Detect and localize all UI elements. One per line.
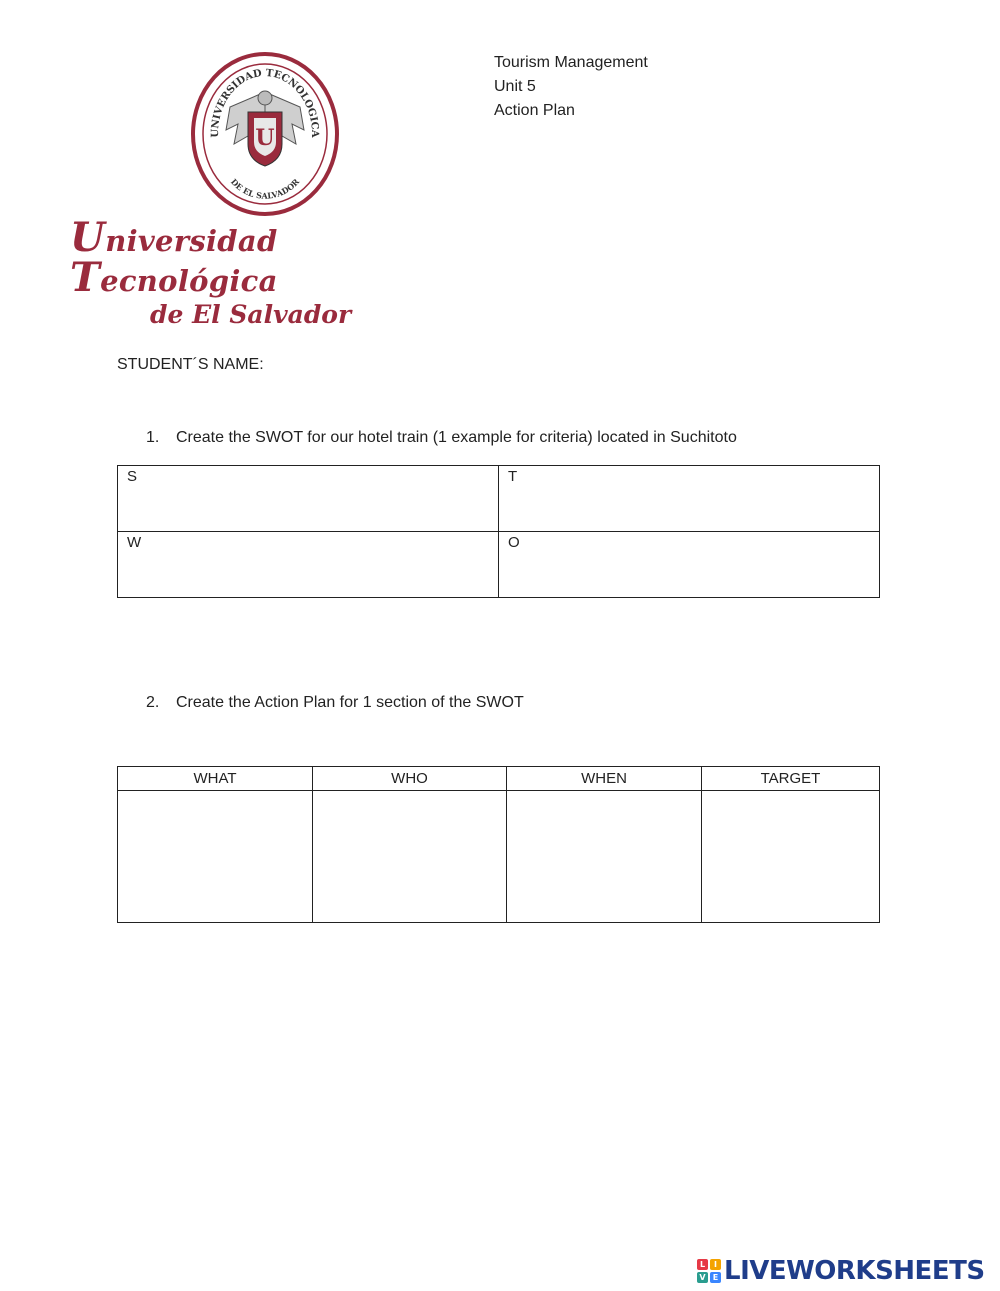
swot-cell-threats[interactable]: T [499, 466, 880, 532]
action-plan-header-row [118, 767, 880, 791]
document-header [494, 51, 648, 123]
university-name-logo [70, 214, 470, 329]
student-name-label: STUDENT´S NAME: [117, 356, 264, 373]
action-plan-row [118, 791, 880, 923]
university-name-line2: de El Salvador [150, 300, 352, 329]
header-when: WHEN [507, 767, 702, 791]
university-name-line1: Universidad Tecnológica [70, 214, 278, 301]
swot-table [117, 465, 880, 598]
svg-text:U: U [255, 125, 275, 151]
cell-who[interactable] [313, 791, 507, 923]
question-2 [146, 694, 524, 712]
liveworksheets-logo-icon [697, 1259, 721, 1283]
unit-label: Unit 5 [494, 78, 536, 95]
liveworksheets-text: LIVEWORKSHEETS [724, 1256, 985, 1286]
question-2-number: 2. [146, 694, 160, 711]
brand-letter: L [697, 1259, 708, 1270]
course-title: Tourism Management [494, 54, 648, 71]
action-plan-table [117, 766, 880, 923]
question-1 [146, 429, 737, 447]
svg-text:UNIVERSIDAD TECNOLOGICA: UNIVERSIDAD TECNOLOGICA [209, 67, 321, 138]
cell-what[interactable] [118, 791, 313, 923]
cell-when[interactable] [507, 791, 702, 923]
liveworksheets-brand[interactable] [697, 1256, 985, 1286]
header-who: WHO [313, 767, 507, 791]
brand-letter: I [710, 1259, 721, 1270]
brand-letter: E [710, 1272, 721, 1283]
question-1-text: Create the SWOT for our hotel train (1 example for criteria) located in Suchitoto [176, 429, 737, 446]
header-target: TARGET [702, 767, 880, 791]
topic-label: Action Plan [494, 102, 575, 119]
question-2-text: Create the Action Plan for 1 section of the SWOT [176, 694, 524, 711]
svg-text:DE EL SALVADOR: DE EL SALVADOR [228, 176, 302, 201]
swot-row [118, 532, 880, 598]
swot-cell-weaknesses[interactable]: W [118, 532, 499, 598]
swot-row [118, 466, 880, 532]
cell-target[interactable] [702, 791, 880, 923]
swot-cell-opportunities[interactable]: O [499, 532, 880, 598]
swot-cell-strengths[interactable]: S [118, 466, 499, 532]
seal-emblem-icon [190, 52, 340, 217]
brand-letter: V [697, 1272, 708, 1283]
header-what: WHAT [118, 767, 313, 791]
university-seal [190, 52, 340, 217]
question-1-number: 1. [146, 429, 160, 446]
